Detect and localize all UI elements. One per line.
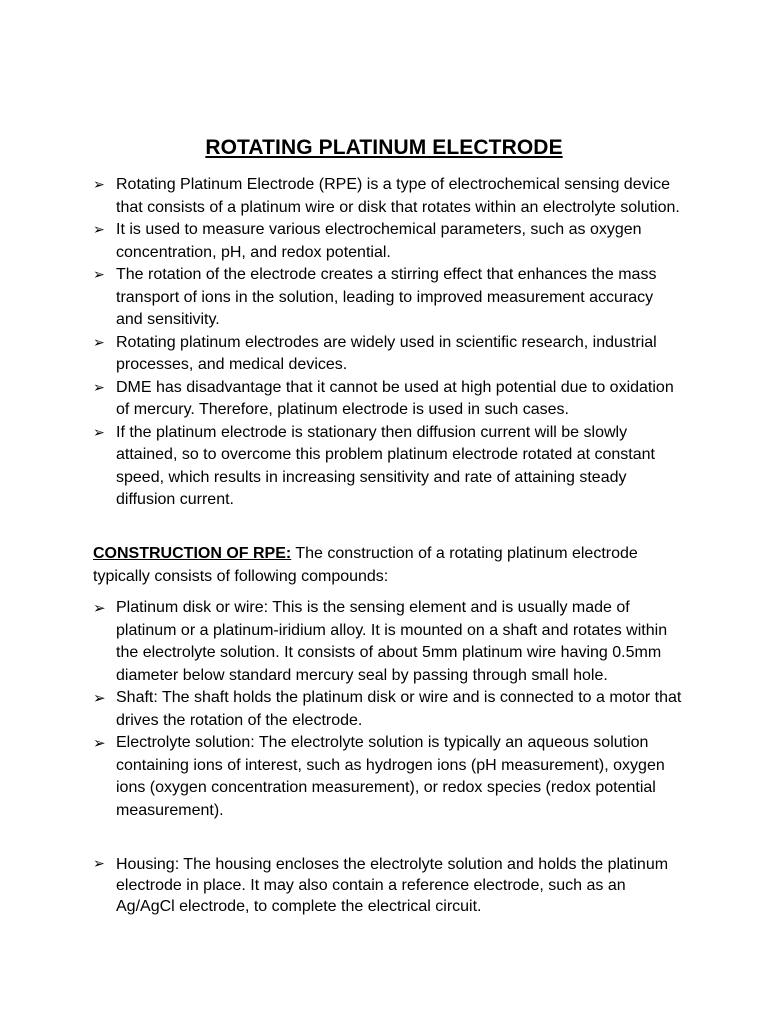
list-item [93, 377, 683, 422]
list-item-text: It is used to measure various electrochemical parameters, such as oxygen concentration, pH, and redox potential. [116, 221, 642, 261]
list-item-text: If the platinum electrode is stationary then diffusion current will be slowly attained, so to overcome this problem platinum electrode rotated at constant speed, which results in increasing sensitivity and rate of attaining steady diffusion current. [116, 423, 655, 508]
arrow-bullet-icon: ➢ [93, 424, 105, 441]
intro-bullet-list [93, 174, 683, 512]
arrow-bullet-icon: ➢ [93, 177, 105, 193]
list-item [93, 174, 683, 219]
arrow-bullet-icon: ➢ [93, 599, 106, 617]
list-item [93, 732, 683, 822]
list-item-text: The rotation of the electrode creates a stirring effect that enhances the mass transport of ions in the solution, leading to improved measurement accuracy and sensitivity. [116, 266, 657, 328]
list-item [93, 332, 683, 377]
arrow-bullet-icon: ➢ [93, 334, 105, 351]
arrow-bullet-icon: ➢ [93, 379, 105, 396]
construction-paragraph [93, 543, 683, 588]
list-item-text: Rotating Platinum Electrode (RPE) is a type of electrochemical sensing device that consists of a platinum wire or disk that rotates within an electrolyte solution. [116, 176, 680, 216]
page-title: ROTATING PLATINUM ELECTRODE [205, 136, 563, 159]
arrow-bullet-icon: ➢ [93, 222, 105, 238]
housing-bullet-list [93, 854, 683, 917]
list-item-text: Electrolyte solution: The electrolyte solution is typically an aqueous solution containing ions of interest, such as hydrogen ions (pH measurement), oxygen ions (oxygen concentration measurement), or redox species (redox potential measurement). [116, 734, 665, 819]
list-item-text: Housing: The housing encloses the electrolyte solution and holds the platinum electrode in place. It may also contain a reference electrode, such as an Ag/AgCl electrode, to complete the electrical circuit. [116, 856, 669, 915]
list-item [93, 854, 683, 917]
arrow-bullet-icon: ➢ [93, 856, 105, 872]
list-item-text: DME has disadvantage that it cannot be used at high potential due to oxidation of mercury. Therefore, platinum electrode is used in such cases. [116, 378, 674, 418]
arrow-bullet-icon: ➢ [93, 267, 105, 283]
list-item [93, 597, 683, 687]
list-item [93, 264, 683, 332]
list-item [93, 422, 683, 512]
list-item-text: Rotating platinum electrodes are widely used in scientific research, industrial processes, and medical devices. [116, 333, 657, 373]
construction-bullet-list [93, 597, 683, 822]
list-item-text: Shaft: The shaft holds the platinum disk or wire and is connected to a motor that drives the rotation of the electrode. [116, 689, 682, 729]
arrow-bullet-icon: ➢ [93, 689, 106, 707]
list-item [93, 687, 683, 732]
list-item [93, 219, 683, 264]
list-item-text: Platinum disk or wire: This is the sensing element and is usually made of platinum or a platinum-iridium alloy. It is mounted on a shaft and rotates within the electrolyte solution. It consists of about 5mm platinum wire having 0.5mm diameter below standard mercury seal by passing through small hole. [116, 599, 668, 684]
construction-heading: CONSTRUCTION OF RPE: [93, 545, 292, 562]
construction-intro: The construction of a rotating platinum electrode typically consists of following compounds: [93, 545, 638, 585]
arrow-bullet-icon: ➢ [93, 734, 106, 752]
